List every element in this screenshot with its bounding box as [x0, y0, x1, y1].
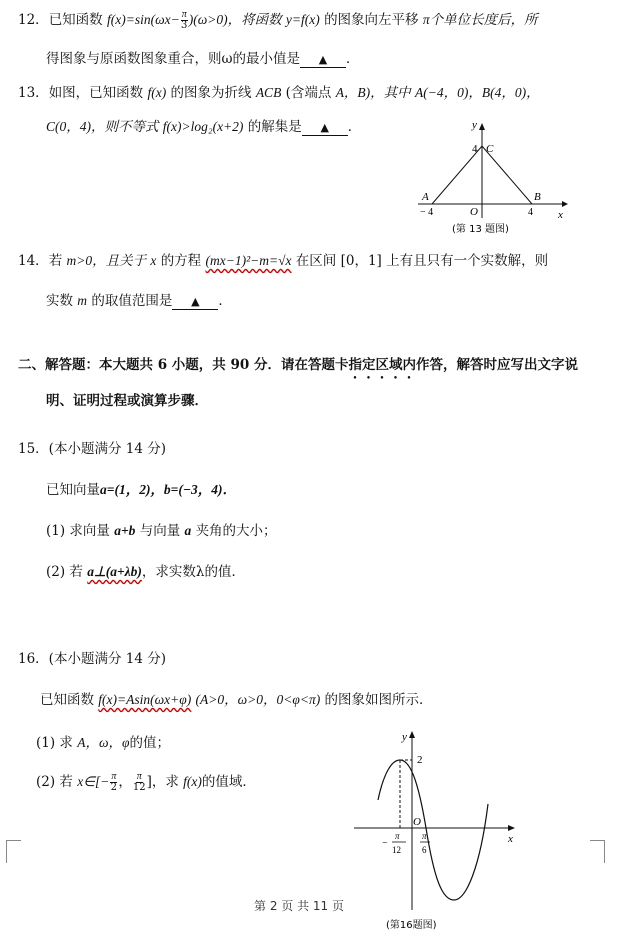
q14-line1 [18, 252, 548, 270]
q16-y-arrow-icon [409, 731, 415, 738]
q16-label-2: 2 [417, 754, 423, 766]
q12-text: 得图象与原函数图象重合，则ω的最小值是 [46, 51, 301, 67]
q14-text: 实数 [46, 293, 73, 309]
q16-label-pi12-num: π [395, 831, 400, 841]
q16-label-minus: − [382, 838, 388, 849]
q12-text: 已知函数 [48, 12, 103, 28]
q14-text: 若 [48, 253, 63, 269]
q13-text: 的图象为折线 [170, 85, 252, 101]
q15-text: ，求实数λ的值． [141, 564, 245, 580]
q12-frac-num: π [181, 9, 187, 20]
q16-text: ]，求 [146, 774, 179, 790]
q16-text: f(x) [183, 774, 202, 789]
q13-label-O: O [470, 206, 478, 218]
q13-label-B: B [534, 191, 541, 203]
q13-text: f(x) [147, 85, 167, 100]
q13-x-arrow-icon [562, 201, 568, 207]
q16-header: 16．(本小题满分 14 分) [18, 651, 166, 667]
q14-line2 [46, 292, 232, 310]
q15-text: a⊥(a+λb) [87, 564, 142, 579]
q15-text: (1) 求向量 [46, 523, 110, 539]
q13-label-neg4: − 4 [420, 207, 434, 218]
q16-text: 已知函数 [40, 692, 94, 708]
q13-text: C(0，4)，则不等式 [46, 119, 159, 134]
q13-text: 的解集是 [247, 119, 302, 135]
q13-text: f(x)>log₂(x+2) [162, 119, 244, 134]
q16-label-O: O [413, 816, 421, 828]
q16-frac-den: 2 [110, 782, 118, 793]
q16-label-pi12-den: 12 [392, 845, 401, 855]
q16-given [40, 691, 433, 709]
q16-function: f(x)=Asin(ωx+φ) [98, 692, 192, 707]
q14-text: m>0，且关于 [66, 253, 147, 268]
q14-text: [0，1] [340, 253, 382, 269]
q16-figure [350, 728, 525, 935]
q15-given [46, 481, 236, 499]
q16-text: A，ω，φ [77, 735, 130, 750]
q16-text: 的值； [129, 735, 170, 751]
q13-label-A: A [422, 191, 429, 203]
q13-line1 [18, 84, 540, 102]
q16-text: ， [118, 774, 132, 790]
q14-number: 14． [18, 253, 49, 269]
q14-text: ． [218, 293, 232, 309]
q16-text: (A>0，ω>0，0<φ<π) [195, 692, 321, 707]
q12-number: 12． [18, 12, 49, 28]
q15-text: a+b [114, 523, 136, 538]
q16-part1 [36, 734, 170, 752]
q15-text: 与向量 [139, 523, 181, 539]
q13-label-4x: 4 [528, 207, 533, 218]
section2-header [18, 356, 578, 382]
q15-vectors: a=(1，2)，b=(−3，4)． [100, 482, 237, 497]
q16-part2 [36, 772, 256, 793]
q12-frac-den: 3 [181, 20, 188, 31]
q12-text: )(ω>0)，将函数 [188, 12, 282, 27]
q16-frac-num: π [111, 771, 117, 782]
q16-label-y: y [402, 731, 407, 743]
crop-mark-right [590, 840, 605, 863]
q16-text: 的图象如图所示． [324, 692, 433, 708]
q13-figure [410, 118, 570, 236]
q15-part1 [46, 522, 277, 540]
q13-text: A(−4，0)，B(4，0)， [414, 85, 540, 100]
q15-text: (2) 若 [46, 564, 83, 580]
q15-text: 夹角的大小； [195, 523, 277, 539]
section2-line2: 明、证明过程或演算步骤． [46, 393, 208, 409]
q13-label-x: x [558, 209, 563, 221]
q13-label-y: y [472, 119, 477, 131]
q13-label-4y: 4 [472, 143, 478, 155]
q13-y-arrow-icon [479, 123, 485, 130]
q16-x-arrow-icon [508, 825, 515, 831]
q14-text: 在区间 [295, 253, 337, 269]
section2-text: 二、解答题：本大题共 6 小题，共 90 分．请在答题卡 [18, 357, 349, 373]
q16-label-pi6-num: π [422, 831, 427, 841]
q15-text: a [184, 523, 192, 538]
crop-mark-left [6, 840, 21, 863]
q16-sine-curve [378, 760, 488, 900]
q15-header: 15．(本小题满分 14 分) [18, 441, 166, 457]
q14-text: 上有且只有一个实数解，则 [386, 253, 549, 269]
q16-text: (1) 求 [36, 735, 73, 751]
answer-blank[interactable]: ▲ [300, 53, 346, 68]
q16-text: (2) 若 [36, 774, 73, 790]
q13-text: (含端点 [285, 85, 332, 101]
section2-emphasis: 指定区域内 [348, 357, 416, 373]
page-number: 第 2 页 共 11 页 [254, 899, 344, 913]
q12-text: ． [346, 51, 360, 67]
q13-number: 13． [18, 85, 49, 101]
q12-line2 [46, 50, 360, 68]
q16-caption: (第16题图) [386, 920, 437, 931]
q13-text: ． [347, 119, 362, 135]
q13-caption: (第 13 题图) [452, 224, 509, 235]
q14-text: m [77, 293, 88, 308]
q16-label-pi6-den: 6 [422, 845, 427, 855]
q12-text: y=f(x) [285, 12, 320, 27]
q12-text: π个单位长度后，所 [422, 12, 538, 27]
q16-frac-num: π [136, 771, 142, 782]
q16-frac-a [110, 772, 117, 793]
q14-text: x [150, 253, 157, 268]
q15-text: 已知向量 [46, 482, 100, 498]
q12-text: 的图象向左平移 [324, 12, 419, 28]
section2-text: 作答，解答时应写出文字说 [415, 357, 578, 373]
q16-frac-b [133, 772, 146, 793]
answer-blank[interactable]: ▲ [302, 121, 348, 136]
q15-part2 [46, 563, 245, 581]
answer-blank[interactable]: ▲ [172, 295, 218, 310]
q13-text: 如图，已知函数 [48, 85, 144, 101]
q13-line2 [46, 118, 361, 136]
q12-fraction [181, 10, 188, 31]
q12-line1 [18, 10, 538, 31]
q16-label-x: x [508, 833, 513, 845]
q12-function: f(x)=sin(ωx− [106, 12, 180, 27]
q13-text: ACB [255, 85, 282, 100]
q16-text: x∈[− [77, 774, 110, 789]
q14-text: 的取值范围是 [91, 293, 173, 309]
q13-label-C: C [486, 143, 494, 155]
q16-text: 的值域． [201, 774, 256, 790]
q14-text: 的方程 [160, 253, 202, 269]
q13-text: A，B)，其中 [335, 85, 411, 100]
q16-frac-den: 12 [132, 782, 146, 793]
q14-equation: (mx−1)²−m=√x [205, 253, 292, 268]
